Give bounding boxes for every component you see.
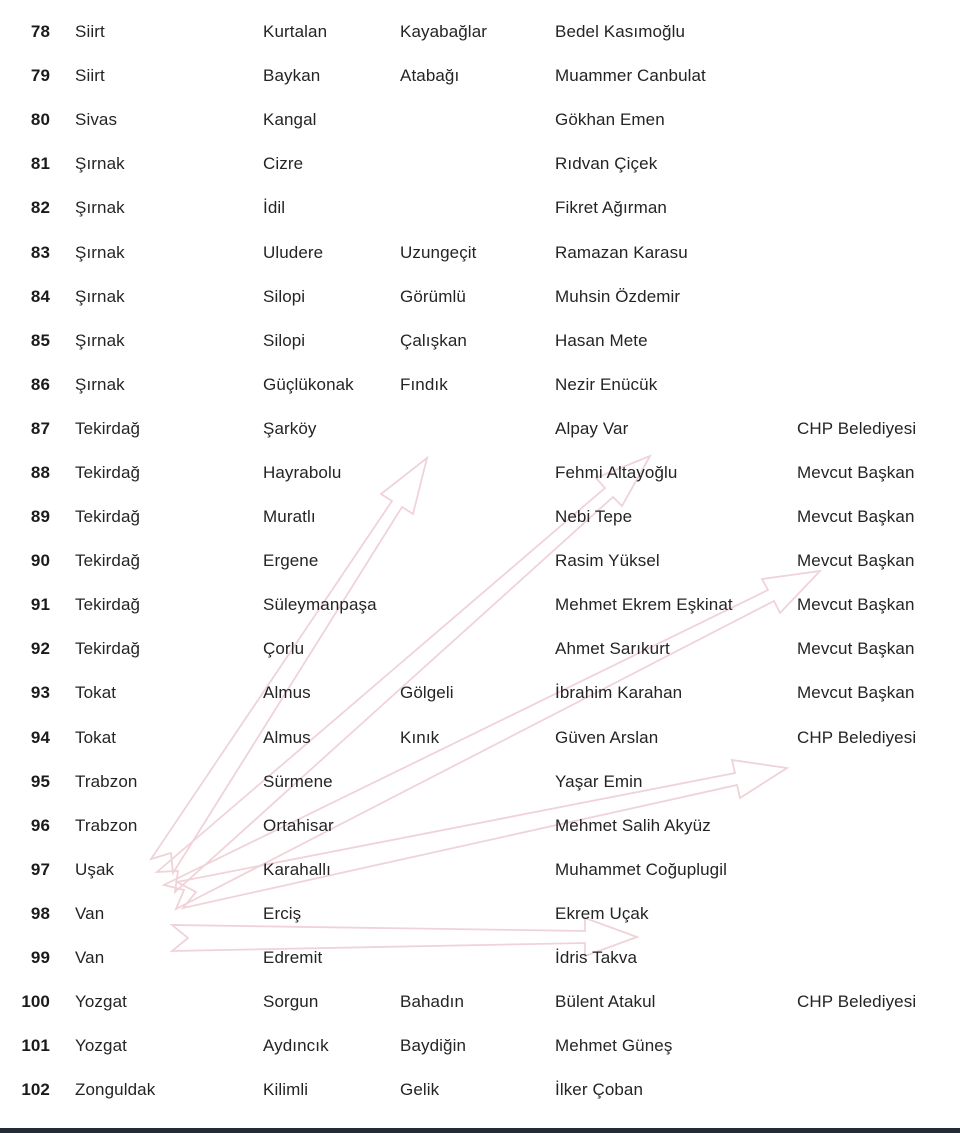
province-cell: Trabzon	[75, 771, 138, 791]
district-cell: Ortahisar	[263, 815, 334, 835]
row-number: 95	[30, 771, 50, 791]
row-number: 84	[30, 286, 50, 306]
candidate-name-cell: Ahmet Sarıkurt	[555, 639, 670, 659]
locality-cell: Gölgeli	[400, 683, 454, 703]
province-cell: Van	[75, 903, 105, 923]
locality-cell: Atabağı	[400, 66, 460, 86]
status-cell: Mevcut Başkan	[797, 551, 915, 571]
table-row	[0, 539, 960, 583]
bottom-edge-bar	[0, 1128, 960, 1133]
row-number: 93	[30, 683, 50, 703]
candidate-name-cell: Fikret Ağırman	[555, 198, 667, 218]
status-cell: CHP Belediyesi	[797, 992, 917, 1012]
table-row	[0, 10, 960, 54]
candidate-name-cell: Bülent Atakul	[555, 992, 656, 1012]
locality-cell: Fındık	[400, 374, 448, 394]
candidate-table	[0, 10, 960, 1112]
district-cell: İdil	[263, 198, 286, 218]
row-number: 90	[30, 551, 50, 571]
district-cell: Cizre	[263, 154, 304, 174]
candidate-name-cell: Gökhan Emen	[555, 110, 665, 130]
candidate-name-cell: Muammer Canbulat	[555, 66, 706, 86]
candidate-name-cell: Güven Arslan	[555, 727, 659, 747]
table-row	[0, 936, 960, 980]
locality-cell: Çalışkan	[400, 330, 467, 350]
table-row	[0, 671, 960, 715]
row-number: 92	[30, 639, 50, 659]
candidate-name-cell: Mehmet Ekrem Eşkinat	[555, 595, 733, 615]
table-row	[0, 407, 960, 451]
province-cell: Uşak	[75, 859, 115, 879]
candidate-name-cell: Fehmi Altayoğlu	[555, 462, 678, 482]
row-number: 102	[21, 1080, 50, 1100]
table-row	[0, 54, 960, 98]
province-cell: Tokat	[75, 727, 117, 747]
district-cell: Karahallı	[263, 859, 331, 879]
row-number: 79	[30, 66, 50, 86]
row-number: 88	[30, 462, 50, 482]
row-number: 100	[21, 992, 50, 1012]
candidate-name-cell: Rıdvan Çiçek	[555, 154, 658, 174]
candidate-name-cell: Nezir Enücük	[555, 374, 658, 394]
row-number: 99	[30, 948, 50, 968]
province-cell: Tokat	[75, 683, 117, 703]
district-cell: Erciş	[263, 903, 302, 923]
district-cell: Hayrabolu	[263, 462, 342, 482]
province-cell: Tekirdağ	[75, 462, 141, 482]
table-row	[0, 892, 960, 936]
province-cell: Tekirdağ	[75, 507, 141, 527]
candidate-name-cell: Hasan Mete	[555, 330, 648, 350]
status-cell: CHP Belediyesi	[797, 727, 917, 747]
district-cell: Sürmene	[263, 771, 333, 791]
province-cell: Tekirdağ	[75, 551, 141, 571]
candidate-name-cell: İdris Takva	[555, 948, 638, 968]
row-number: 98	[30, 903, 50, 923]
province-cell: Şırnak	[75, 242, 125, 262]
status-cell: Mevcut Başkan	[797, 595, 915, 615]
table-row	[0, 230, 960, 274]
candidate-name-cell: Alpay Var	[555, 418, 629, 438]
locality-cell: Görümlü	[400, 286, 466, 306]
province-cell: Şırnak	[75, 198, 125, 218]
status-cell: Mevcut Başkan	[797, 683, 915, 703]
table-row	[0, 804, 960, 848]
candidate-name-cell: Mehmet Güneş	[555, 1036, 673, 1056]
locality-cell: Kınık	[400, 727, 440, 747]
table-row	[0, 980, 960, 1024]
district-cell: Şarköy	[263, 418, 317, 438]
table-row	[0, 275, 960, 319]
locality-cell: Uzungeçit	[400, 242, 477, 262]
locality-cell: Baydiğin	[400, 1036, 467, 1056]
table-row	[0, 451, 960, 495]
row-number: 78	[30, 22, 50, 42]
row-number: 96	[30, 815, 50, 835]
province-cell: Şırnak	[75, 330, 125, 350]
candidate-name-cell: Rasim Yüksel	[555, 551, 660, 571]
table-row	[0, 627, 960, 671]
row-number: 101	[21, 1036, 50, 1056]
district-cell: Süleymanpaşa	[263, 595, 377, 615]
district-cell: Uludere	[263, 242, 324, 262]
row-number: 94	[30, 727, 50, 747]
candidate-name-cell: Bedel Kasımoğlu	[555, 22, 686, 42]
province-cell: Şırnak	[75, 286, 125, 306]
province-cell: Sivas	[75, 110, 118, 130]
candidate-name-cell: Mehmet Salih Akyüz	[555, 815, 711, 835]
candidate-name-cell: İbrahim Karahan	[555, 683, 683, 703]
province-cell: Yozgat	[75, 992, 127, 1012]
table-row	[0, 1024, 960, 1068]
district-cell: Sorgun	[263, 992, 319, 1012]
district-cell: Muratlı	[263, 507, 316, 527]
district-cell: Kilimli	[263, 1080, 309, 1100]
table-row	[0, 319, 960, 363]
status-cell: Mevcut Başkan	[797, 639, 915, 659]
row-number: 81	[30, 154, 50, 174]
province-cell: Van	[75, 948, 105, 968]
row-number: 80	[30, 110, 50, 130]
locality-cell: Gelik	[400, 1080, 440, 1100]
row-number: 87	[30, 418, 50, 438]
district-cell: Güçlükonak	[263, 374, 354, 394]
row-number: 91	[30, 595, 50, 615]
row-number: 86	[30, 374, 50, 394]
candidate-name-cell: İlker Çoban	[555, 1080, 644, 1100]
province-cell: Tekirdağ	[75, 595, 141, 615]
district-cell: Kurtalan	[263, 22, 328, 42]
row-number: 97	[30, 859, 50, 879]
district-cell: Çorlu	[263, 639, 305, 659]
table-row	[0, 142, 960, 186]
candidate-name-cell: Muhammet Coğuplugil	[555, 859, 727, 879]
locality-cell: Kayabağlar	[400, 22, 488, 42]
candidate-name-cell: Ramazan Karasu	[555, 242, 688, 262]
province-cell: Tekirdağ	[75, 639, 141, 659]
district-cell: Aydıncık	[263, 1036, 329, 1056]
province-cell: Tekirdağ	[75, 418, 141, 438]
province-cell: Trabzon	[75, 815, 138, 835]
table-row	[0, 1068, 960, 1112]
province-cell: Şırnak	[75, 374, 125, 394]
province-cell: Zonguldak	[75, 1080, 156, 1100]
candidate-name-cell: Muhsin Özdemir	[555, 286, 681, 306]
district-cell: Kangal	[263, 110, 317, 130]
candidate-name-cell: Nebi Tepe	[555, 507, 633, 527]
status-cell: CHP Belediyesi	[797, 418, 917, 438]
district-cell: Silopi	[263, 330, 306, 350]
row-number: 83	[30, 242, 50, 262]
status-cell: Mevcut Başkan	[797, 462, 915, 482]
province-cell: Şırnak	[75, 154, 125, 174]
table-row	[0, 363, 960, 407]
table-row	[0, 186, 960, 230]
status-cell: Mevcut Başkan	[797, 507, 915, 527]
province-cell: Siirt	[75, 66, 105, 86]
district-cell: Almus	[263, 727, 311, 747]
table-row	[0, 760, 960, 804]
table-row	[0, 583, 960, 627]
district-cell: Edremit	[263, 948, 323, 968]
province-cell: Siirt	[75, 22, 105, 42]
candidate-name-cell: Yaşar Emin	[555, 771, 643, 791]
district-cell: Almus	[263, 683, 311, 703]
province-cell: Yozgat	[75, 1036, 127, 1056]
row-number: 82	[30, 198, 50, 218]
row-number: 89	[30, 507, 50, 527]
row-number: 85	[30, 330, 50, 350]
district-cell: Ergene	[263, 551, 319, 571]
district-cell: Baykan	[263, 66, 321, 86]
locality-cell: Bahadın	[400, 992, 465, 1012]
table-row	[0, 848, 960, 892]
table-row	[0, 495, 960, 539]
candidate-name-cell: Ekrem Uçak	[555, 903, 649, 923]
table-row	[0, 98, 960, 142]
district-cell: Silopi	[263, 286, 306, 306]
table-row	[0, 716, 960, 760]
